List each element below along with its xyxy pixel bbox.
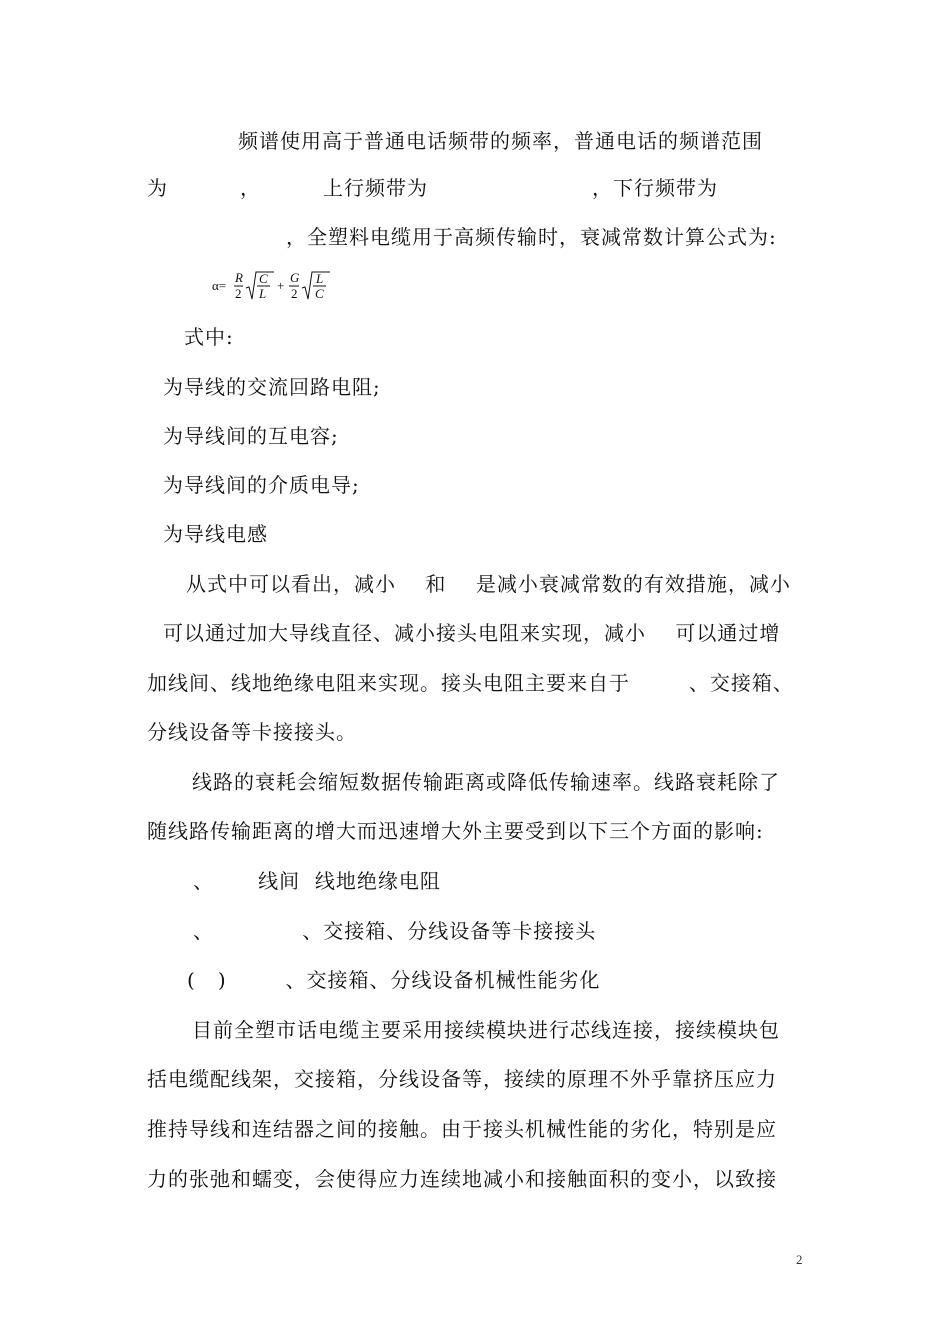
text-line-where: 式中: (184, 325, 234, 349)
text-line-3: ，全塑料电缆用于高频传输时，衰减常数计算公式为: (286, 225, 777, 249)
formula-r: R (235, 270, 243, 285)
text-line-2a: 为 (147, 176, 168, 200)
text-line-2d: ，下行频带为 (592, 176, 718, 200)
formula-g: G (290, 270, 300, 285)
text-line-15: 分线设备等卡接接头。 (147, 720, 357, 744)
formula-l-2: L (316, 271, 324, 286)
text-line-r-def: 为导线的交流回路电阻; (163, 375, 381, 399)
formula-two-2: 2 (291, 286, 298, 301)
text-line-2b: ， (240, 176, 261, 200)
text-line-21: 目前全塑市话电缆主要采用接续模块进行芯线连接，接续模块包 (192, 1018, 780, 1042)
formula-c-1: C (259, 271, 268, 286)
text-line-12: 从式中可以看出，减小 和 是减小衰减常数的有效措施，减小 (186, 572, 791, 596)
formula-c-2: C (315, 286, 324, 301)
text-line-c-def: 为导线间的互电容; (163, 424, 339, 448)
text-line-22: 括电缆配线架，交接箱，分线设备等，接续的原理不外乎靠挤压应力 (147, 1067, 777, 1091)
formula-plus: + (277, 278, 285, 293)
text-line-13: 可以通过加大导线直径、减小接头电阻来实现，减小 可以通过增 (163, 621, 781, 645)
text-line-19: 、 、交接箱、分线设备等卡接接头 (193, 919, 597, 943)
text-line-2c: 上行频带为 (323, 176, 428, 200)
text-line-1: 频谱使用高于普通电话频带的频率，普通电话的频谱范围 (238, 129, 763, 153)
text-line-14: 加线间、线地绝缘电阻来实现。接头电阻主要来自于 、交接箱、 (147, 671, 794, 695)
formula-l-1: L (259, 286, 267, 301)
text-line-17: 随线路传输距离的增大而迅速增大外主要受到以下三个方面的影响: (147, 819, 764, 843)
text-line-l-def: 为导线电感 (163, 522, 268, 546)
text-line-16: 线路的衰耗会缩短数据传输距离或降低传输速率。线路衰耗除了 (192, 770, 780, 794)
text-line-18: 、 线间 线地绝缘电阻 (193, 869, 441, 893)
attenuation-formula (212, 266, 362, 306)
page-number: 2 (796, 1252, 803, 1267)
formula-two-1: 2 (235, 286, 242, 301)
text-line-24: 力的张弛和蠕变，会使得应力连续地减小和接触面积的变小，以致接 (147, 1167, 777, 1191)
formula-alpha: α= (212, 278, 227, 293)
text-line-g-def: 为导线间的介质电导; (163, 473, 360, 497)
text-line-20: ( ) 、交接箱、分线设备机械性能劣化 (187, 968, 601, 992)
text-line-23: 推持导线和连结器之间的接触。由于接头机械性能的劣化，特别是应 (147, 1117, 777, 1141)
